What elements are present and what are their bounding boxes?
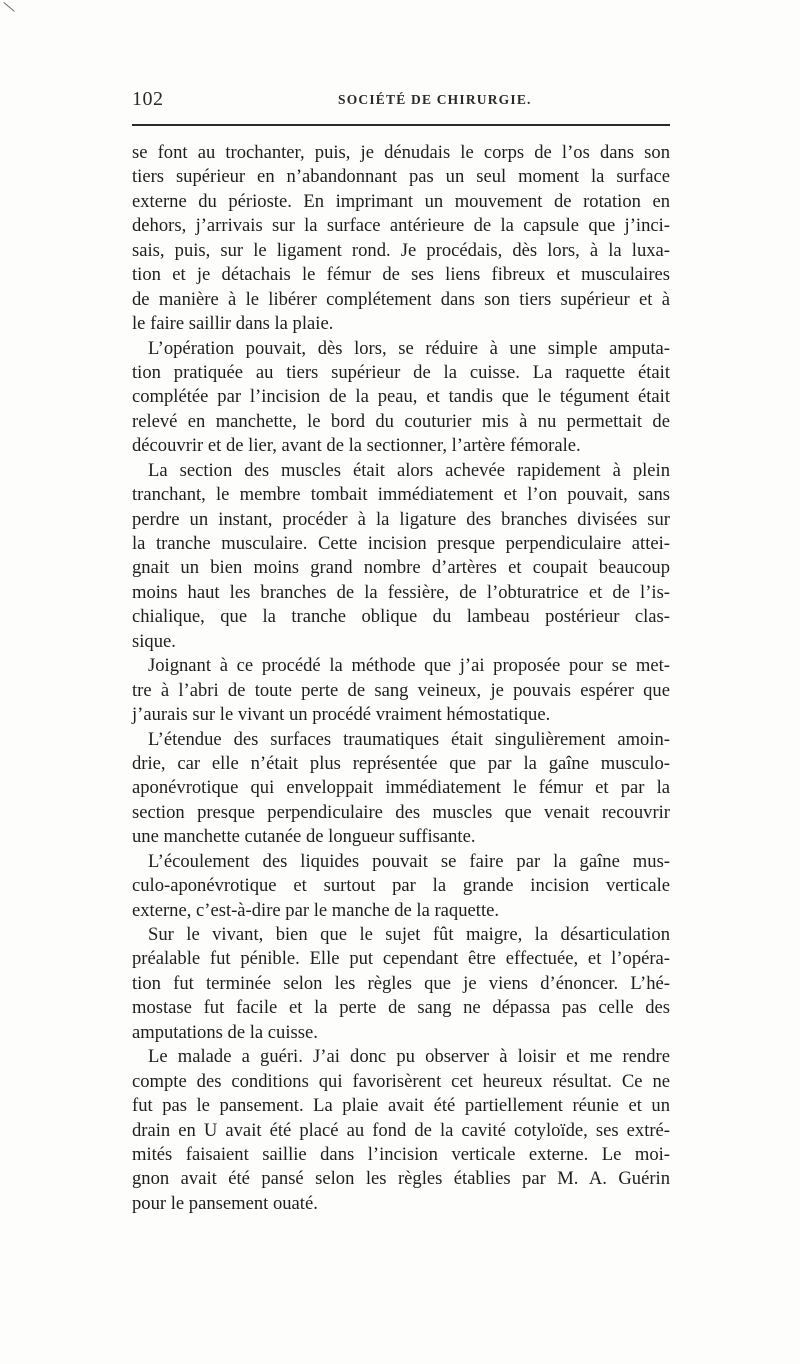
paragraph bbox=[132, 728, 670, 850]
paragraph bbox=[132, 923, 670, 1045]
text-line: Sur le vivant, bien que le sujet fût maigre, la désarticulation bbox=[148, 924, 670, 945]
text-line: tiers supérieur en n’abandonnant pas un seul moment la surface bbox=[132, 166, 670, 188]
header-rule bbox=[132, 124, 670, 126]
corner-scan-mark bbox=[0, 2, 15, 21]
text-line: moins haut les branches de la fessière, de l’obturatrice et de l’is- bbox=[132, 581, 670, 603]
text-line: se font au trochanter, puis, je dénudais le corps de l’os dans son bbox=[132, 142, 670, 163]
text-line: amputations de la cuisse. bbox=[132, 1021, 318, 1043]
text-line: drain en U avait été placé au fond de la cavité cotyloïde, ses extré- bbox=[132, 1119, 670, 1141]
running-head bbox=[132, 86, 670, 116]
page-number: 102 bbox=[132, 88, 164, 110]
text-line: drie, car elle n’était plus représentée que par la gaîne musculo- bbox=[132, 752, 670, 774]
text-line: aponévrotique qui enveloppait immédiatement le fémur et par la bbox=[132, 777, 670, 799]
text-line: externe, c’est-à-dire par le manche de la raquette. bbox=[132, 899, 500, 921]
paragraph bbox=[132, 850, 670, 923]
text-line: j’aurais sur le vivant un procédé vraiment hémostatique. bbox=[132, 704, 551, 726]
paragraph bbox=[132, 337, 670, 459]
text-line: perdre un instant, procéder à la ligature des branches divisées sur bbox=[132, 508, 670, 530]
text-line: La section des muscles était alors achevée rapidement à plein bbox=[148, 459, 670, 481]
text-line: dehors, j’arrivais sur la surface antérieure de la capsule que j’inci- bbox=[132, 215, 670, 237]
text-line: une manchette cutanée de longueur suffisante. bbox=[132, 826, 476, 848]
text-line: sais, puis, sur le ligament rond. Je procédais, dès lors, à la luxa- bbox=[132, 239, 670, 261]
journal-title: SOCIÉTÉ DE CHIRURGIE. bbox=[338, 92, 532, 107]
paragraph bbox=[132, 1045, 670, 1216]
text-line: découvrir et de lier, avant de la sectionner, l’artère fémorale. bbox=[132, 435, 581, 457]
text-line: fut pas le pansement. La plaie avait été partiellement réunie et un bbox=[132, 1095, 670, 1117]
text-line: tranchant, le membre tombait immédiatement et l’on pouvait, sans bbox=[132, 484, 670, 506]
paragraph bbox=[132, 141, 670, 337]
text-line: sique. bbox=[132, 630, 176, 652]
text-line: tion pratiquée au tiers supérieur de la cuisse. La raquette était bbox=[132, 361, 670, 383]
text-line: pour le pansement ouaté. bbox=[132, 1192, 318, 1214]
text-line: mostase fut facile et la perte de sang ne dépassa pas celle des bbox=[132, 997, 670, 1019]
text-line: L’opération pouvait, dès lors, se réduire à une simple amputa- bbox=[148, 337, 670, 359]
paragraph bbox=[132, 654, 670, 727]
text-line: mités faisaient saillie dans l’incision verticale externe. Le moi- bbox=[132, 1143, 670, 1165]
text-line: gnait un bien moins grand nombre d’artères et coupait beaucoup bbox=[132, 557, 670, 579]
text-line: compte des conditions qui favorisèrent cet heureux résultat. Ce ne bbox=[132, 1070, 670, 1092]
text-line: de manière à le libérer complétement dans son tiers supérieur et à bbox=[132, 288, 670, 310]
text-line: la tranche musculaire. Cette incision presque perpendiculaire attei- bbox=[132, 533, 670, 554]
text-line: gnon avait été pansé selon les règles établies par M. A. Guérin bbox=[132, 1168, 670, 1190]
text-line: préalable fut pénible. Elle put cependant être effectuée, et l’opéra- bbox=[132, 948, 670, 970]
text-line: tion et je détachais le fémur de ses liens fibreux et musculaires bbox=[132, 264, 670, 286]
text-line: L’écoulement des liquides pouvait se faire par la gaîne mus- bbox=[148, 850, 670, 872]
text-line: tre à l’abri de toute perte de sang veineux, je pouvais espérer que bbox=[132, 679, 670, 701]
text-line: culo-aponévrotique et surtout par la grande incision verticale bbox=[132, 875, 670, 897]
text-line: L’étendue des surfaces traumatiques était singulièrement amoin- bbox=[148, 728, 670, 750]
text-line: Joignant à ce procédé la méthode que j’ai proposée pour se met- bbox=[148, 655, 670, 677]
text-line: le faire saillir dans la plaie. bbox=[132, 313, 334, 335]
text-line: Le malade a guéri. J’ai donc pu observer à loisir et me rendre bbox=[148, 1046, 670, 1068]
text-line: complétée par l’incision de la peau, et tandis que le tégument était bbox=[132, 386, 670, 408]
text-line: chialique, que la tranche oblique du lambeau postérieur clas- bbox=[132, 606, 670, 628]
text-line: tion fut terminée selon les règles que je viens d’énoncer. L’hé- bbox=[132, 972, 670, 994]
text-line: section presque perpendiculaire des muscles que venait recouvrir bbox=[132, 801, 670, 823]
text-line: relevé en manchette, le bord du couturier mis à nu permettait de bbox=[132, 410, 670, 432]
body-text bbox=[132, 141, 670, 1216]
text-line: externe du périoste. En imprimant un mouvement de rotation en bbox=[132, 190, 670, 212]
paragraph bbox=[132, 459, 670, 655]
